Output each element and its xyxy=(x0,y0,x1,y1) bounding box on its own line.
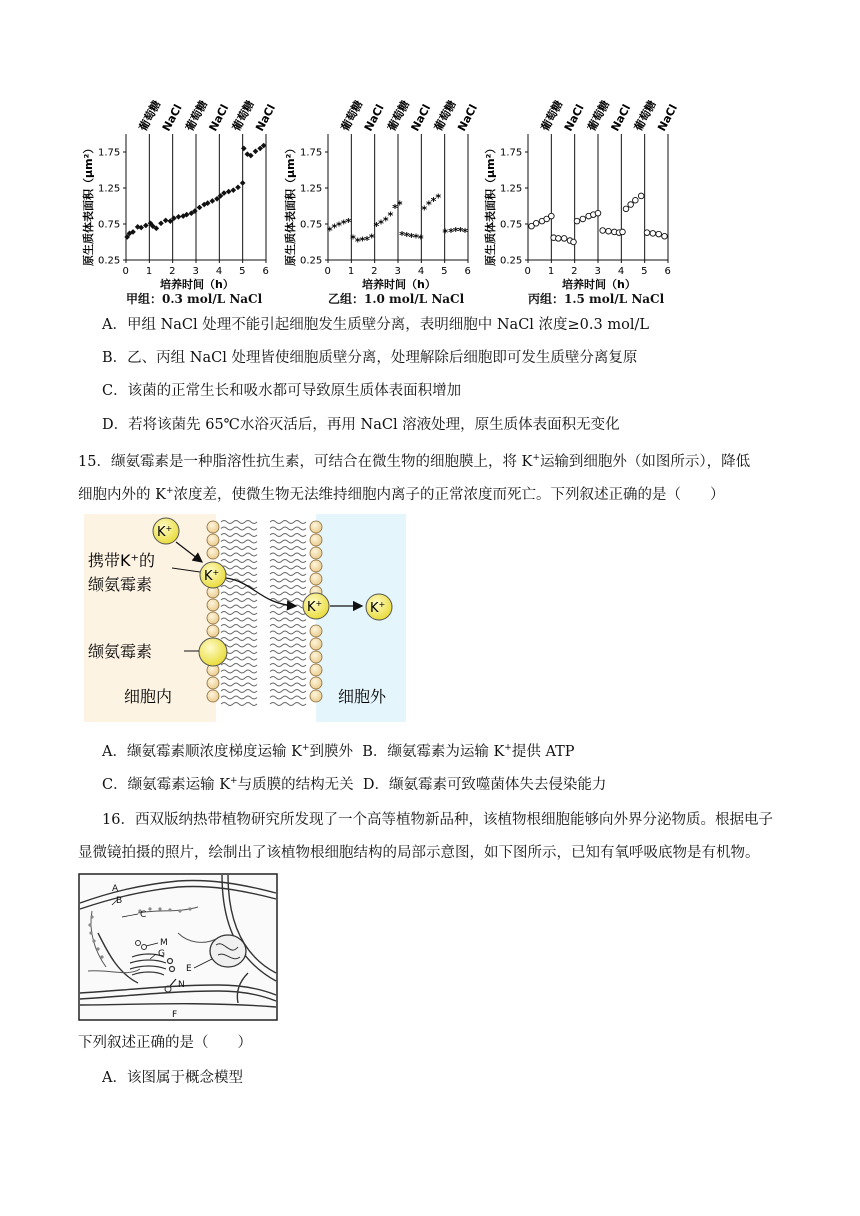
plus-sup: + xyxy=(532,453,540,464)
label-cell-inside: 细胞内 xyxy=(124,687,173,706)
data-point xyxy=(662,233,668,239)
phase-label: NaCl xyxy=(408,102,434,134)
data-point: * xyxy=(326,224,333,238)
chart-bing xyxy=(480,100,680,315)
x-tick-label: 2 xyxy=(571,266,578,277)
q16-stem-line1: 16．西双版纳热带植物研究所发现了一个高等植物新品种，该植物根细胞能够向外界分泌物质。根据电子 xyxy=(102,812,773,828)
q14-option-b[interactable]: B．乙、丙组 NaCl 处理皆使细胞质壁分离，处理解除后细胞即可发生质壁分离复原 xyxy=(102,350,638,366)
label-carrier-2: 缬氨霉素 xyxy=(88,575,153,594)
letter-e: E xyxy=(186,964,192,974)
data-point xyxy=(644,230,650,236)
lipid-tail xyxy=(270,553,306,556)
chart-bing-plot xyxy=(480,100,680,300)
y-tick-label: 0.75 xyxy=(98,219,121,231)
lipid-tail xyxy=(221,592,257,595)
q15-stem-line2 xyxy=(78,485,725,505)
data-point: * xyxy=(421,203,428,217)
label-cell-outside: 细胞外 xyxy=(338,687,387,706)
x-tick-label: 1 xyxy=(145,266,153,277)
phospholipid-head-outer xyxy=(310,677,322,689)
phospholipid-head-outer xyxy=(310,651,322,663)
lipid-tail xyxy=(270,612,306,615)
lipid-tail xyxy=(221,625,257,628)
data-point xyxy=(235,184,241,190)
plus-sup: + xyxy=(165,486,174,497)
q15-stem-line1 xyxy=(78,452,750,472)
root-cell-figure xyxy=(78,873,278,1021)
lipid-tail xyxy=(221,696,257,699)
phase-label: NaCl xyxy=(561,102,587,134)
phospholipid-head-outer xyxy=(310,664,322,676)
lipid-tail xyxy=(221,664,257,667)
letter-n: N xyxy=(178,980,185,990)
phospholipid-head-outer xyxy=(310,625,322,637)
x-tick-label: 5 xyxy=(239,266,246,277)
phase-label: NaCl xyxy=(455,102,480,134)
plus-sup: + xyxy=(504,743,512,754)
lipid-tail xyxy=(270,527,306,530)
phospholipid-head-outer xyxy=(310,547,322,559)
phase-label: NaCl xyxy=(361,102,387,134)
data-point xyxy=(595,210,601,216)
chart-jia-caption: 甲组：0.3 mol/L NaCl xyxy=(126,292,263,306)
phase-label: NaCl xyxy=(253,102,278,134)
phospholipid-head-inner xyxy=(207,677,219,689)
data-point: * xyxy=(368,231,375,245)
data-point xyxy=(163,218,169,224)
x-tick-label: 2 xyxy=(371,266,378,277)
data-point: * xyxy=(399,228,405,242)
lipid-tail xyxy=(270,644,306,647)
data-point xyxy=(176,214,182,220)
data-point: * xyxy=(340,217,347,231)
x-tick-label: 3 xyxy=(394,266,401,277)
lipid-tail xyxy=(270,677,306,680)
letter-m: M xyxy=(160,938,168,948)
lipid-tail xyxy=(270,534,306,537)
data-point xyxy=(650,231,656,237)
data-point xyxy=(580,216,586,222)
lipid-tail xyxy=(270,631,306,634)
phospholipid-head-outer xyxy=(310,638,322,650)
phospholipid-head-outer xyxy=(310,534,322,546)
data-point xyxy=(241,146,247,152)
data-point: * xyxy=(359,234,366,248)
y-tick-label: 0.75 xyxy=(300,219,323,231)
data-point: * xyxy=(403,230,410,244)
x-axis-label: 培养时间（h） xyxy=(160,278,234,291)
x-tick-label: 6 xyxy=(464,266,471,277)
x-tick-label: 1 xyxy=(547,266,555,277)
data-point xyxy=(623,206,629,212)
phospholipid-head-inner xyxy=(207,547,219,559)
x-tick-label: 0 xyxy=(122,266,129,277)
data-point: * xyxy=(448,225,454,239)
data-point: * xyxy=(378,217,384,231)
lipid-tail xyxy=(270,625,306,628)
phase-label: 葡萄糖 xyxy=(431,100,459,134)
lipid-tail xyxy=(221,618,257,621)
lipid-tail xyxy=(221,631,257,634)
chart-yi-plot xyxy=(280,100,480,300)
x-tick-label: 6 xyxy=(262,266,269,277)
letter-f: F xyxy=(172,1010,178,1020)
lipid-tail xyxy=(221,638,257,641)
data-point xyxy=(561,236,567,242)
letter-a: A xyxy=(112,884,119,894)
y-axis-label: 原生质体表面积（μm²） xyxy=(82,142,95,266)
phase-label: 葡萄糖 xyxy=(385,100,413,134)
lipid-tail xyxy=(221,566,257,569)
x-tick-label: 3 xyxy=(192,266,199,277)
lipid-tail xyxy=(221,599,257,602)
lipid-tail xyxy=(270,703,306,706)
phospholipid-head-outer xyxy=(310,690,322,702)
x-tick-label: 5 xyxy=(441,266,448,277)
data-point xyxy=(549,213,555,219)
phospholipid-head-outer xyxy=(310,521,322,533)
k-ion-label: K+ xyxy=(157,524,173,540)
data-point xyxy=(210,198,216,204)
data-point: * xyxy=(462,225,468,239)
data-point: * xyxy=(396,198,403,212)
data-point: * xyxy=(345,215,352,229)
phospholipid-head-inner xyxy=(207,521,219,533)
plus-sup: + xyxy=(230,776,238,787)
chart-yi-caption: 乙组：1.0 mol/L NaCl xyxy=(328,292,465,306)
lipid-tail xyxy=(221,534,257,537)
lipid-tail xyxy=(221,612,257,615)
lipid-tail xyxy=(221,677,257,680)
data-point xyxy=(628,202,634,208)
lipid-tail xyxy=(221,683,257,686)
phospholipid-head-inner xyxy=(207,534,219,546)
data-point: * xyxy=(331,221,338,235)
data-point: * xyxy=(387,209,394,223)
data-point: * xyxy=(350,232,356,246)
y-tick-label: 0.25 xyxy=(98,255,121,267)
q15-option-a[interactable]: A．缬氨霉素顺浓度梯度运输 K+到膜外 xyxy=(102,743,353,760)
data-point xyxy=(574,218,580,224)
y-tick-label: 1.75 xyxy=(500,147,523,159)
data-point: * xyxy=(430,194,437,208)
q16-question: 下列叙述正确的是（ ） xyxy=(78,1035,252,1051)
data-point xyxy=(533,220,539,226)
phase-label: 葡萄糖 xyxy=(229,100,257,134)
y-tick-label: 1.75 xyxy=(300,147,323,159)
data-point: * xyxy=(457,225,464,239)
x-tick-label: 6 xyxy=(664,266,671,277)
data-point xyxy=(600,228,606,234)
data-point xyxy=(633,197,639,203)
x-tick-label: 3 xyxy=(594,266,601,277)
data-point xyxy=(143,223,149,229)
lipid-tail xyxy=(221,560,257,563)
data-point xyxy=(226,189,232,195)
q15-option-c[interactable]: C．缬氨霉素运输 K+与质膜的结构无关 xyxy=(102,776,354,793)
data-point xyxy=(253,148,259,154)
lipid-tail xyxy=(270,664,306,667)
y-tick-label: 1.75 xyxy=(98,147,121,159)
q15-stem-2a: 细胞内外的 K xyxy=(78,487,166,503)
carrier-k-label: K+ xyxy=(204,568,220,584)
y-tick-label: 1.25 xyxy=(98,183,121,195)
q14-option-d[interactable]: D．若将该菌先 65℃水浴灭活后，再用 NaCl 溶液处理，原生质体表面积无变化 xyxy=(102,417,620,433)
valinomycin-figure xyxy=(84,514,406,722)
q16-stem-line2: 显微镜拍摄的照片，绘制出了该植物根细胞结构的局部示意图，如下图所示，已知有氧呼吸底物是有机物。 xyxy=(78,845,760,861)
q15-stem-1b: 运输到细胞外（如图所示），降低 xyxy=(539,454,751,470)
data-point: * xyxy=(382,214,389,228)
x-tick-label: 5 xyxy=(641,266,648,277)
letter-g: G xyxy=(158,949,165,959)
data-point: * xyxy=(426,198,432,212)
q14-option-a[interactable]: A．甲组 NaCl 处理不能引起细胞发生质壁分离，表明细胞中 NaCl 浓度≥0.3 mol/L xyxy=(102,317,649,333)
phase-label: NaCl xyxy=(159,102,185,134)
lipid-tail xyxy=(221,521,257,524)
phospholipid-head-inner xyxy=(207,599,219,611)
data-point xyxy=(638,193,644,199)
y-tick-label: 0.25 xyxy=(500,255,523,267)
data-point xyxy=(606,228,612,234)
phase-label: 葡萄糖 xyxy=(585,100,613,134)
data-point: * xyxy=(435,191,442,205)
y-tick-label: 0.25 xyxy=(300,255,323,267)
data-point: * xyxy=(442,226,449,240)
k-ion-outer-label: K+ xyxy=(307,599,323,615)
y-axis-label: 原生质体表面积（μm²） xyxy=(484,142,497,266)
phospholipid-head-inner xyxy=(207,625,219,637)
phospholipid-head-outer xyxy=(310,573,322,585)
lipid-tail xyxy=(221,547,257,550)
mitochondrion xyxy=(210,935,246,967)
lipid-tail xyxy=(221,703,257,706)
lipid-tail xyxy=(221,605,257,608)
data-point: * xyxy=(417,232,424,246)
data-point xyxy=(620,229,626,235)
x-axis-label: 培养时间（h） xyxy=(362,278,436,291)
lipid-tail xyxy=(270,547,306,550)
lipid-tail xyxy=(270,638,306,641)
chart-jia-plot xyxy=(78,100,278,300)
lipid-tail xyxy=(270,540,306,543)
x-tick-label: 4 xyxy=(417,266,425,277)
lipid-tail xyxy=(270,683,306,686)
data-point: * xyxy=(373,220,380,234)
q14-option-c[interactable]: C．该菌的正常生长和吸水都可导致原生质体表面积增加 xyxy=(102,383,462,399)
phospholipid-head-inner xyxy=(207,612,219,624)
phase-label: NaCl xyxy=(206,102,232,134)
label-valinomycin: 缬氨霉素 xyxy=(88,642,153,661)
lipid-tail xyxy=(270,566,306,569)
valinomycin-molecule xyxy=(199,638,227,666)
lipid-tail xyxy=(221,553,257,556)
lipid-tail xyxy=(270,696,306,699)
chart-jia xyxy=(78,100,278,315)
lipid-tail xyxy=(270,579,306,582)
plus-sup: + xyxy=(301,743,310,754)
lipid-tail xyxy=(270,657,306,660)
lipid-tail xyxy=(270,599,306,602)
lipid-tail xyxy=(270,651,306,654)
q15-stem-2b: 浓度差，使微生物无法维持细胞内离子的正常浓度而死亡。下列叙述正确的是（ ） xyxy=(173,487,725,503)
phase-label: 葡萄糖 xyxy=(183,100,211,134)
phase-label: NaCl xyxy=(655,102,680,134)
data-point xyxy=(197,205,203,211)
q15-option-d[interactable]: D．缬氨霉素可致噬菌体失去侵染能力 xyxy=(362,777,607,793)
q15-stem-1a: 15．缬氨霉素是一种脂溶性抗生素，可结合在微生物的细胞膜上，将 K xyxy=(78,454,533,470)
phospholipid-head-outer xyxy=(310,560,322,572)
data-point: * xyxy=(336,219,342,233)
data-point xyxy=(656,231,662,237)
lipid-tail xyxy=(270,586,306,589)
data-point xyxy=(556,236,562,242)
phospholipid-head-inner xyxy=(207,690,219,702)
lipid-tail xyxy=(270,560,306,563)
y-tick-label: 1.25 xyxy=(500,183,523,195)
data-point xyxy=(571,239,577,245)
x-tick-label: 2 xyxy=(169,266,176,277)
lipid-tail xyxy=(270,573,306,576)
data-point xyxy=(240,180,246,186)
lipid-tail xyxy=(221,527,257,530)
lipid-tail xyxy=(270,618,306,621)
phase-label: 葡萄糖 xyxy=(631,100,659,134)
lipid-tail xyxy=(221,540,257,543)
x-tick-label: 0 xyxy=(324,266,331,277)
data-point: * xyxy=(452,225,459,239)
letter-c: C xyxy=(140,910,147,920)
q16-option-a[interactable]: A．该图属于概念模型 xyxy=(102,1070,243,1086)
data-point: * xyxy=(392,202,398,216)
x-tick-label: 4 xyxy=(617,266,625,277)
label-carrier-1: 携带K⁺的 xyxy=(88,551,155,570)
lipid-tail xyxy=(270,690,306,693)
data-point: * xyxy=(354,235,361,249)
data-point xyxy=(231,187,237,193)
k-ion-released-label: K+ xyxy=(370,600,386,616)
data-point xyxy=(158,220,164,226)
chart-bing-caption: 丙组：1.5 mol/L NaCl xyxy=(528,292,665,306)
lipid-tail xyxy=(270,670,306,673)
phase-label: 葡萄糖 xyxy=(338,100,366,134)
phase-label: 葡萄糖 xyxy=(538,100,566,134)
y-tick-label: 1.25 xyxy=(300,183,323,195)
lipid-tail xyxy=(221,690,257,693)
phase-label: 葡萄糖 xyxy=(136,100,164,134)
letter-b: B xyxy=(116,896,123,906)
data-point: * xyxy=(413,231,419,245)
chart-yi xyxy=(280,100,480,315)
lipid-tail xyxy=(270,521,306,524)
data-point: * xyxy=(364,233,370,247)
q15-options-row1 xyxy=(102,742,575,762)
y-axis-label: 原生质体表面积（μm²） xyxy=(284,142,297,266)
x-tick-label: 1 xyxy=(347,266,355,277)
data-point: * xyxy=(408,230,415,244)
y-tick-label: 0.75 xyxy=(500,219,523,231)
q15-options-row2 xyxy=(102,775,606,795)
x-tick-label: 0 xyxy=(524,266,531,277)
lipid-tail xyxy=(221,670,257,673)
q15-option-b[interactable]: B．缬氨霉素为运输 K+提供 ATP xyxy=(362,743,575,760)
x-tick-label: 4 xyxy=(215,266,223,277)
x-axis-label: 培养时间（h） xyxy=(562,278,636,291)
lipid-tail xyxy=(270,592,306,595)
phase-label: NaCl xyxy=(608,102,634,134)
